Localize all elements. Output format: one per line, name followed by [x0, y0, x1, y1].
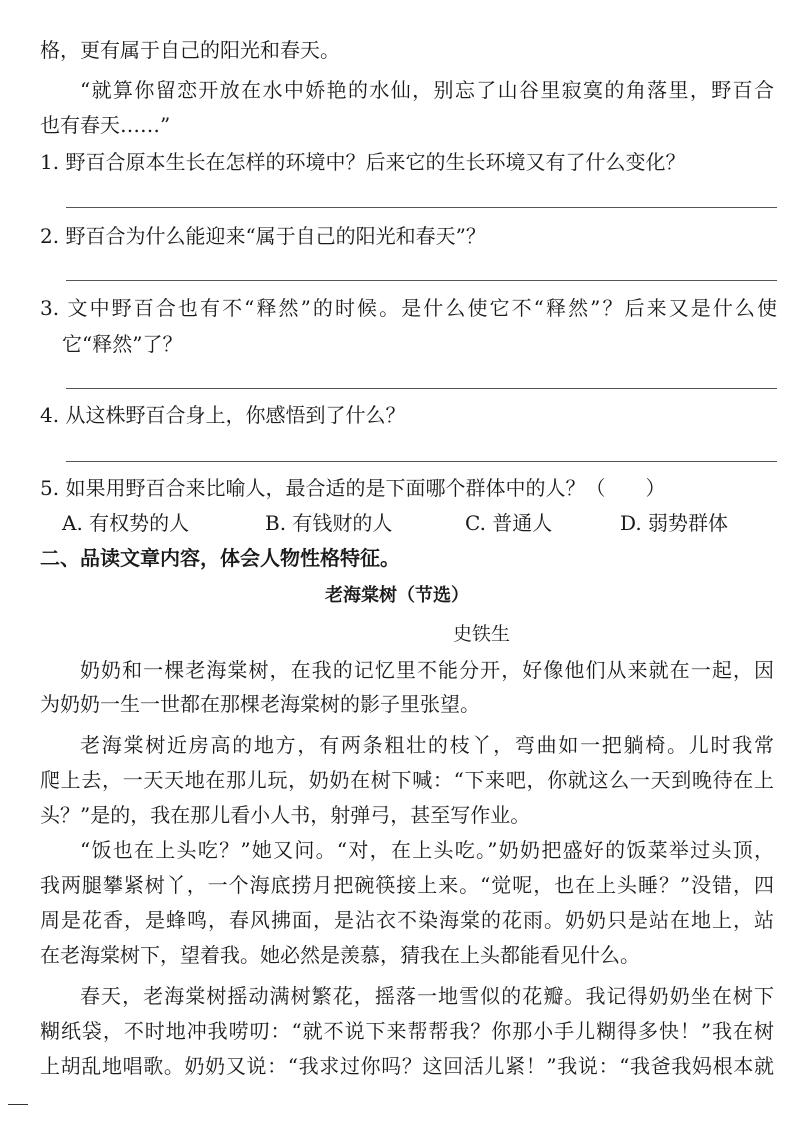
answer-line-1[interactable]	[66, 207, 777, 208]
question-4: 4. 从这株野百合身上，你感悟到了什么？	[40, 403, 406, 427]
article-line: 上胡乱地唱歌。奶奶又说：“我求过你吗？这回活儿紧！”我说：“我爸我妈根本就	[40, 1054, 774, 1078]
option-a[interactable]: A. 有权势的人	[62, 511, 190, 535]
section-heading: 二、品读文章内容，体会人物性格特征。	[40, 546, 400, 570]
article-title: 老海棠树（节选）	[325, 585, 469, 606]
article-line: 在老海棠树下，望着我。她必然是羡慕，猜我在上头都能看见什么。	[40, 943, 640, 967]
question-2: 2. 野百合为什么能迎来“属于自己的阳光和春天”？	[40, 224, 486, 248]
article-author: 史铁生	[453, 623, 511, 645]
article-line: 春天，老海棠树摇动满树繁花，摇落一地雪似的花瓣。我记得奶奶坐在树下	[80, 984, 774, 1008]
passage-line: 格，更有属于自己的阳光和春天。	[40, 38, 340, 62]
answer-line-4[interactable]	[66, 461, 777, 462]
passage-line: 也有春天……”	[40, 113, 171, 137]
article-line: 老海棠树近房高的地方，有两条粗壮的枝丫，弯曲如一把躺椅。儿时我常	[80, 733, 774, 757]
question-5: 5. 如果用野百合来比喻人，最合适的是下面哪个群体中的人？（ ）	[40, 476, 666, 500]
page-corner-mark	[8, 1104, 28, 1105]
article-line: 糊纸袋，不时地冲我唠叨：“就不说下来帮帮我？你那小手儿糊得多快！”我在树	[40, 1019, 774, 1043]
article-line: 爬上去，一天天地在那儿玩，奶奶在树下喊：“下来吧，你就这么一天到晚待在上	[40, 768, 774, 792]
answer-line-3[interactable]	[66, 388, 777, 389]
question-3-cont: 它“释然”了？	[62, 332, 183, 356]
question-1: 1. 野百合原本生长在怎样的环境中？后来它的生长环境又有了什么变化？	[40, 150, 686, 174]
article-line: 周是花香，是蜂鸣，春风拂面，是沾衣不染海棠的花雨。奶奶只是站在地上，站	[40, 908, 774, 932]
option-d[interactable]: D. 弱势群体	[620, 511, 729, 535]
option-c[interactable]: C. 普通人	[465, 511, 553, 535]
question-3: 3. 文中野百合也有不“释然”的时候。是什么使它不“释然”？后来又是什么使	[40, 296, 777, 320]
passage-line: “就算你留恋开放在水中娇艳的水仙，别忘了山谷里寂寞的角落里，野百合	[80, 78, 774, 102]
answer-line-2[interactable]	[66, 280, 777, 281]
article-line: 为奶奶一生一世都在那棵老海棠树的影子里张望。	[40, 692, 480, 716]
article-line: 头？”是的，我在那儿看小人书，射弹弓，甚至写作业。	[40, 803, 531, 827]
article-line: “饭也在上头吃？”她又问。“对，在上头吃。”奶奶把盛好的饭菜举过头顶，	[80, 838, 774, 862]
article-line: 奶奶和一棵老海棠树，在我的记忆里不能分开，好像他们从来就在一起，因	[80, 658, 774, 682]
option-b[interactable]: B. 有钱财的人	[265, 511, 393, 535]
article-line: 我两腿攀紧树丫，一个海底捞月把碗筷接上来。“觉呢，也在上头睡？”没错，四	[40, 873, 774, 897]
